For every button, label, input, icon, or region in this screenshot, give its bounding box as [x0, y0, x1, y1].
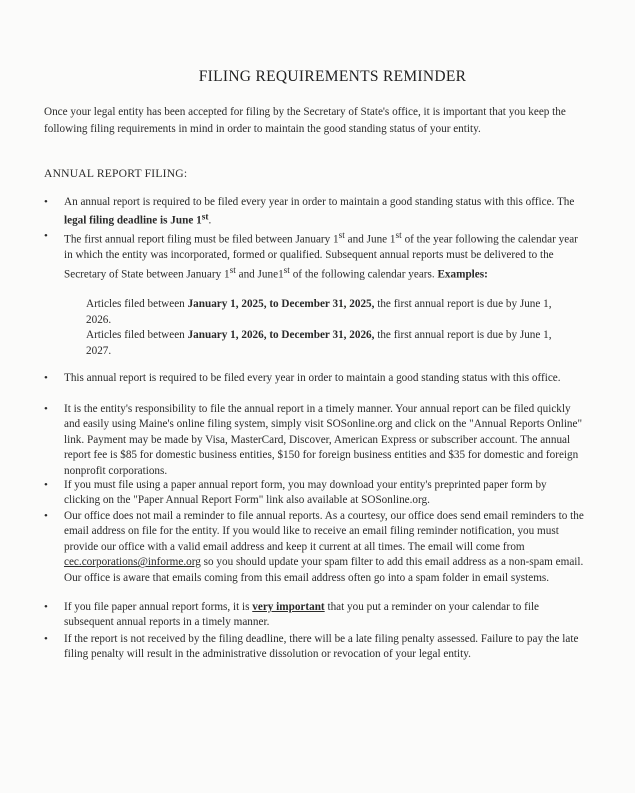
- list-item: If you file paper annual report forms, it is very important that you put a reminder on your calendar to file subsequent annual reports in a timely manner.: [64, 601, 540, 629]
- bullet-marker: •: [44, 479, 48, 491]
- list-item: It is the entity's responsibility to file the annual report in a timely manner. Your annual report can be filed quickly and easily using Maine's online filing system, simply visit SOSonline.org and click on the "Annual Reports Online" link. Payment may be made by Visa, MasterCard, Discover, American Express or subscriber account. The annual report fee is $85 for domestic business entities, $150 for foreign business entities and $35 for domestic and foreign nonprofit corporations.: [64, 403, 583, 477]
- deadline-text: legal filing deadline is June 1: [64, 215, 202, 228]
- bullet-marker: •: [44, 633, 48, 645]
- bullet-marker: •: [44, 196, 48, 208]
- example-2: Articles filed between January 1, 2026, to December 31, 2026, the first annual report is due by June 1, 2027.: [86, 329, 552, 357]
- list-item: If the report is not received by the filing deadline, there will be a late filing penalty assessed. Failure to pay the late filing penalty will result in the administrative dissolution or revocation of your legal entity.: [64, 633, 579, 661]
- emphasis-text: very important: [252, 601, 325, 613]
- list-item: This annual report is required to be filed every year in order to maintain a good standing status with this office.: [64, 372, 561, 384]
- email-link[interactable]: cec.corporations@informe.org: [64, 556, 201, 569]
- section-heading: ANNUAL REPORT FILING:: [44, 167, 188, 180]
- list-item: The first annual report filing must be filed between January 1st and June 1st of the year following the calendar year in which the entity was incorporated, formed or qualified. Subsequent annual reports must be delivered to the Secretary of State between January 1st and June1st of the following calendar years. Examples:: [64, 231, 578, 281]
- list-item: An annual report is required to be filed every year in order to maintain a good standing status with this office. The legal filing deadline is June 1st.: [64, 196, 575, 228]
- list-item: If you must file using a paper annual report form, you may download your entity's preprinted paper form by clicking on the "Paper Annual Report Form" link also available at SOSonline.org.: [64, 479, 547, 507]
- intro-paragraph: Once your legal entity has been accepted for filing by the Secretary of State's office, it is important that you keep the following filing requirements in mind in order to maintain the good standing status of your entity.: [44, 106, 566, 135]
- bullet-marker: •: [44, 510, 48, 522]
- bullet-marker: •: [44, 403, 48, 415]
- list-item: Our office does not mail a reminder to file annual reports. As a courtesy, our office does send email reminders to the email address on file for the entity. If you would like to receive an email filing reminder notification, you must provide our office with a valid email address and keep it current at all times. The email will come from cec.corporations@informe.org so you should update your spam filter to add this email address as a non-spam email. Our office is aware that emails coming from this email address often go into a spam folder in email systems.: [64, 510, 584, 584]
- example-1: Articles filed between January 1, 2025, to December 31, 2025, the first annual report is due by June 1, 2026.: [86, 298, 552, 326]
- bullet-marker: •: [44, 372, 48, 384]
- page-title: FILING REQUIREMENTS REMINDER: [198, 68, 467, 85]
- bullet-marker: •: [44, 230, 48, 242]
- bullet-marker: •: [44, 601, 48, 613]
